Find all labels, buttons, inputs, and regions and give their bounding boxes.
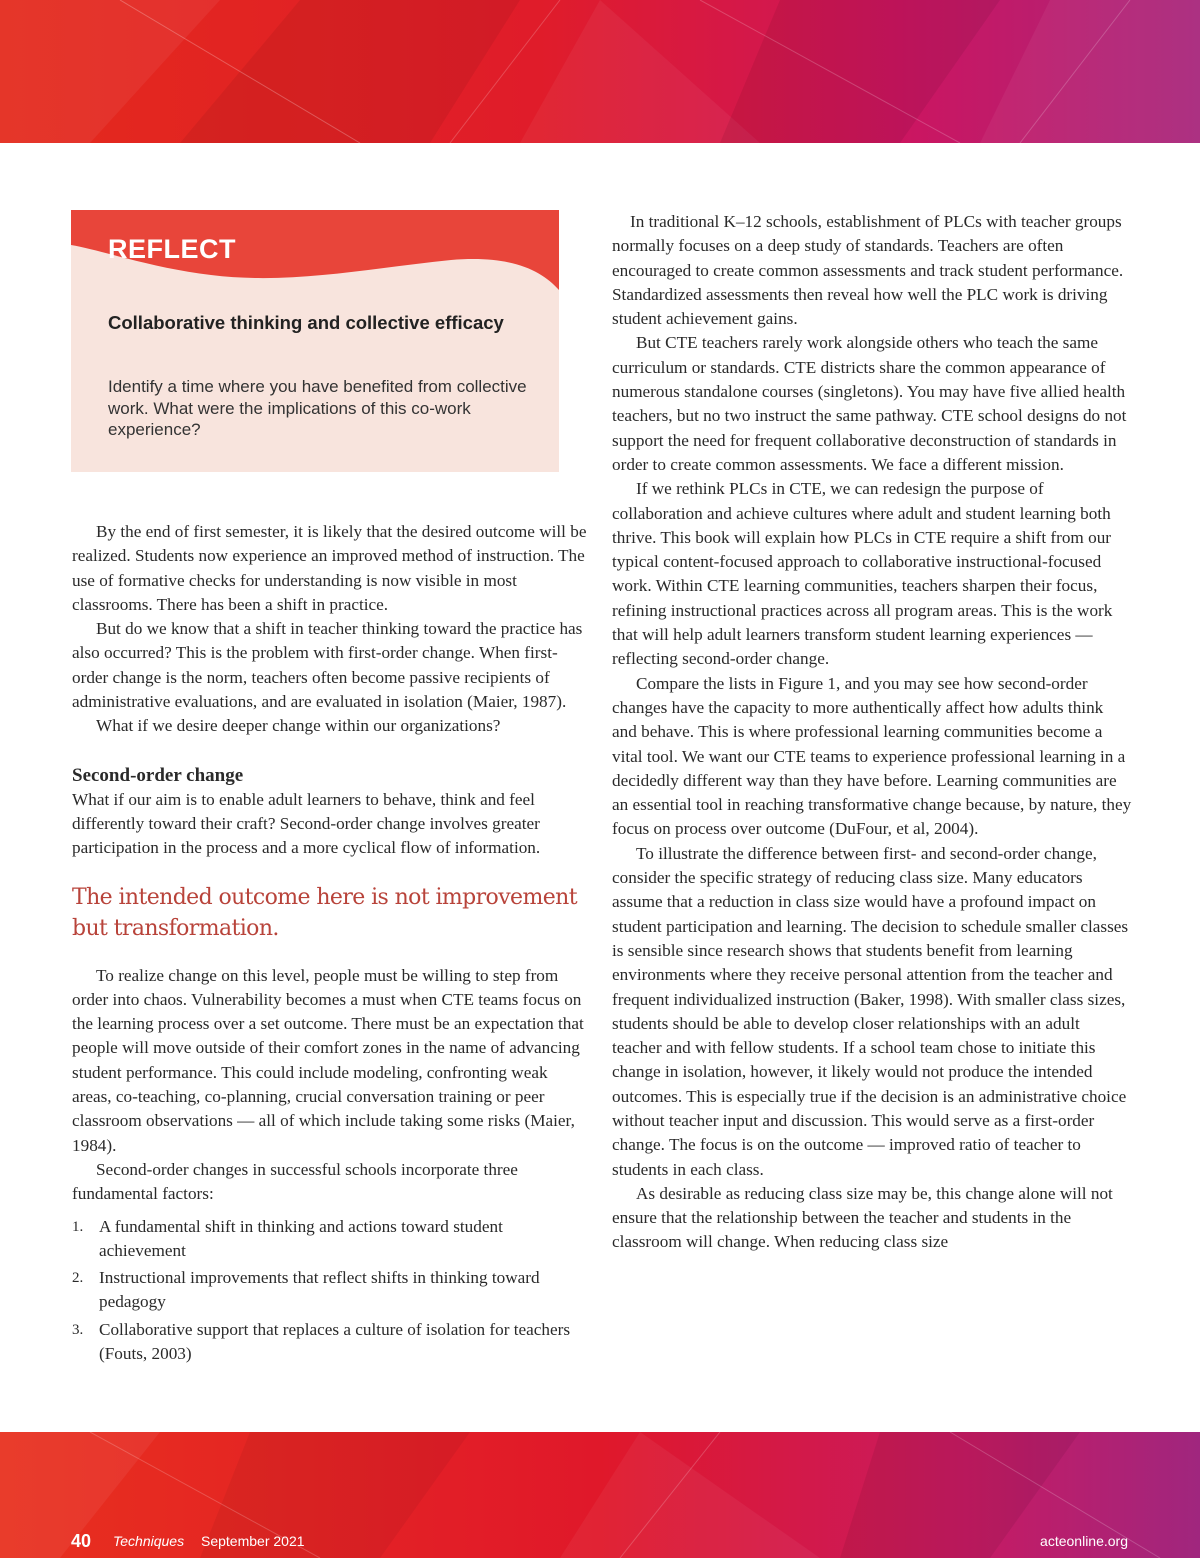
list-number: 1.	[72, 1218, 84, 1235]
list-text: Collaborative support that replaces a culture of isolation for teachers (Fouts, 2003)	[99, 1319, 571, 1364]
right-paragraph-5: To illustrate the difference between first- and second-order change, consider the specific strategy of reducing class size. Many educators assume that a reduction in class size would have a profound impact on student participation and learning. The decision to schedule smaller classes is sensible since research shows that students benefit from learning environments where they receive personal attention from the teacher and frequent individualized instruction (Baker, 1998). With smaller class sizes, students should be able to develop closer relationships with an adult teacher and with fellow students. If a school team chose to initiate this change in isolation, however, it likely would not produce the intended outcomes. This is especially true if the decision is an administrative choice without teacher input and discussion. This would serve as a first-order change. The focus is on the outcome — improved ratio of teacher to students in each class.	[612, 843, 1129, 1179]
magazine-name: Techniques	[113, 1533, 185, 1549]
right-paragraph-3: If we rethink PLCs in CTE, we can redesign the purpose of collaboration and achieve cultures where adult and student learning both thrive. This book will explain how PLCs in CTE require a shift from our typical content-focused approach to collaborative instructional-focused work. Within CTE learning communities, teachers sharpen their focus, refining instructional practices across all program areas. This is the work that will help adult learners transform student learning experiences — reflecting second-order change.	[612, 479, 1113, 669]
section-heading: Second-order change	[72, 764, 244, 786]
header-decorative-band	[0, 0, 1200, 143]
right-paragraph-1: In traditional K–12 schools, establishment of PLCs with teacher groups normally focuses on a deep study of standards. Teachers are often encouraged to create common assessments and track student performance. Standardized assessments then reveal how well the PLC work is driving student achievement gains.	[612, 212, 1124, 329]
right-paragraph-4: Compare the lists in Figure 1, and you may see how second-order changes have the capacity to more authentically affect how adults think and behave. This is where professional learning communities become a vital tool. We want our CTE teams to experience professional learning in a decidedly different way than they have before. Learning communities are an essential tool in reaching transformative change because, by nature, they focus on process over outcome (DuFour, et al, 2004).	[612, 673, 1132, 839]
list-item	[72, 1215, 590, 1264]
list-text: Instructional improvements that reflect shifts in thinking toward pedagogy	[99, 1268, 540, 1312]
reflect-heading: Collaborative thinking and collective efficacy	[108, 312, 504, 333]
issue-date: September 2021	[201, 1533, 305, 1549]
left-column	[72, 520, 590, 1369]
left-paragraph-1: By the end of first semester, it is likely that the desired outcome will be realized. Students now experience an improved method of instruction. The use of formative checks for understanding is now visible in most classrooms. There has been a shift in practice.	[72, 522, 587, 614]
list-text: A fundamental shift in thinking and actions toward student achievement	[99, 1216, 503, 1260]
list-item	[72, 1318, 590, 1367]
reflect-title: REFLECT	[108, 234, 236, 264]
list-number: 2.	[72, 1270, 84, 1287]
page-number: 40	[71, 1531, 92, 1551]
reflect-body: Identify a time where you have benefited from collective work. What were the implications of this co-work experience?	[108, 377, 527, 439]
website-url[interactable]: acteonline.org	[1040, 1533, 1128, 1549]
section-body: What if our aim is to enable adult learners to behave, think and feel differently toward their craft? Second-order change involves greater participation in the process and a more cyclical flow of information.	[72, 789, 541, 858]
list-number: 3.	[72, 1321, 84, 1338]
left-paragraph-3: What if we desire deeper change within our organizations?	[96, 716, 501, 736]
factors-list	[72, 1215, 590, 1367]
left-paragraph-5: Second-order changes in successful schools incorporate three fundamental factors:	[72, 1159, 518, 1204]
left-paragraph-4: To realize change on this level, people must be willing to step from order into chaos. Vulnerability becomes a must when CTE teams focus on the learning process over a set outcome. There must be an expectation that people will move outside of their comfort zones in the name of advancing student performance. This could include modeling, confronting weak areas, co-teaching, co-planning, crucial conversation training or peer classroom observations — all of which include taking some risks (Maier, 1984).	[72, 965, 584, 1155]
reflect-banner-shape	[71, 210, 559, 320]
pull-quote: The intended outcome here is not improvement but transformation.	[72, 884, 577, 941]
reflect-callout	[71, 210, 559, 472]
right-paragraph-2: But CTE teachers rarely work alongside others who teach the same curriculum or standards. CTE districts share the common appearance of numerous standalone courses (singletons). You may have five allied health teachers, but no two instruct the same pathway. CTE school designs do not support the need for frequent collaborative deconstruction of standards in order to create common assessments. We face a different mission.	[612, 333, 1127, 474]
list-item	[72, 1266, 590, 1315]
right-column	[612, 210, 1132, 1255]
right-paragraph-6: As desirable as reducing class size may be, this change alone will not ensure that the relationship between the teacher and students in the classroom will change. When reducing class size	[612, 1183, 1113, 1252]
left-paragraph-2: But do we know that a shift in teacher thinking toward the practice has also occurred? This is the problem with first-order change. When first-order change is the norm, teachers often become passive recipients of administrative evaluations, and are evaluated in isolation (Maier, 1987).	[72, 619, 583, 712]
